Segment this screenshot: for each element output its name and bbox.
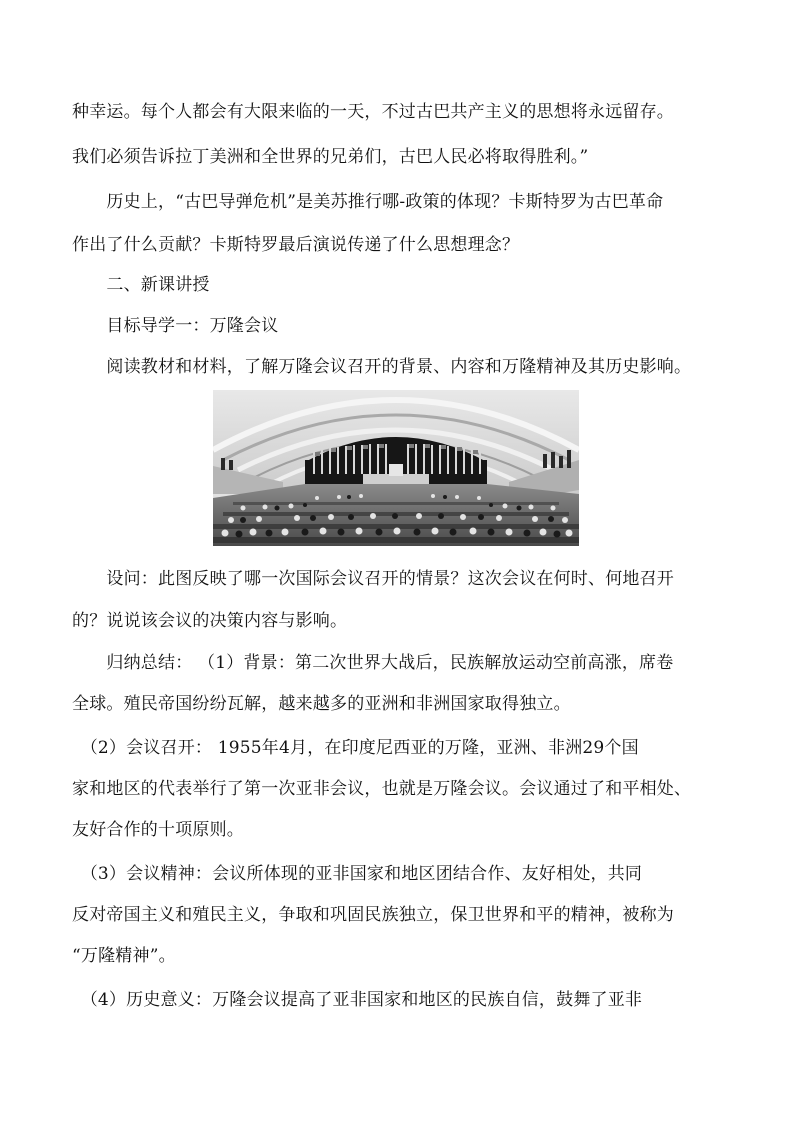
text-line: 作出了什么贡献？卡斯特罗最后演说传递了什么思想理念？	[72, 235, 520, 255]
text-line: （3）会议精神：会议所体现的亚非国家和地区团结合作、友好相处，共同	[72, 864, 643, 884]
text-line: 我们必须告诉拉丁美洲和全世界的兄弟们，古巴人民必将取得胜利。”	[72, 147, 589, 167]
section-heading: 二、新课讲授	[72, 275, 210, 295]
text-line: 归纳总结： （1）背景：第二次世界大战后，民族解放运动空前高涨，席卷	[72, 653, 674, 673]
text-line: “万隆精神”。	[72, 946, 176, 966]
text-line: 友好合作的十项原则。	[72, 820, 244, 840]
text-line: 种幸运。每个人都会有大限来临的一天，不过古巴共产主义的思想将永远留存。	[72, 102, 674, 122]
text-line: 家和地区的代表举行了第一次亚非会议，也就是万隆会议。会议通过了和平相处、	[72, 779, 692, 799]
conference-photo	[213, 390, 579, 546]
text-line: 全球。殖民帝国纷纷瓦解，越来越多的亚洲和非洲国家取得独立。	[72, 694, 571, 714]
subsection-heading: 目标导学一：万隆会议	[72, 316, 279, 336]
text-line: （2）会议召开： 1955年4月，在印度尼西亚的万隆，亚洲、非洲29个国	[72, 738, 639, 758]
text-line: 设问：此图反映了哪一次国际会议召开的情景？这次会议在何时、何地召开	[72, 569, 674, 589]
text-line: 反对帝国主义和殖民主义，争取和巩固民族独立，保卫世界和平的精神，被称为	[72, 905, 674, 925]
text-line: 阅读教材和材料，了解万隆会议召开的背景、内容和万隆精神及其历史影响。	[72, 357, 692, 377]
text-line: （4）历史意义：万隆会议提高了亚非国家和地区的民族自信，鼓舞了亚非	[72, 990, 643, 1010]
text-line: 的？说说该会议的决策内容与影响。	[72, 611, 348, 631]
text-line: 历史上，“古巴导弹危机”是美苏推行哪-政策的体现？卡斯特罗为古巴革命	[72, 192, 664, 212]
